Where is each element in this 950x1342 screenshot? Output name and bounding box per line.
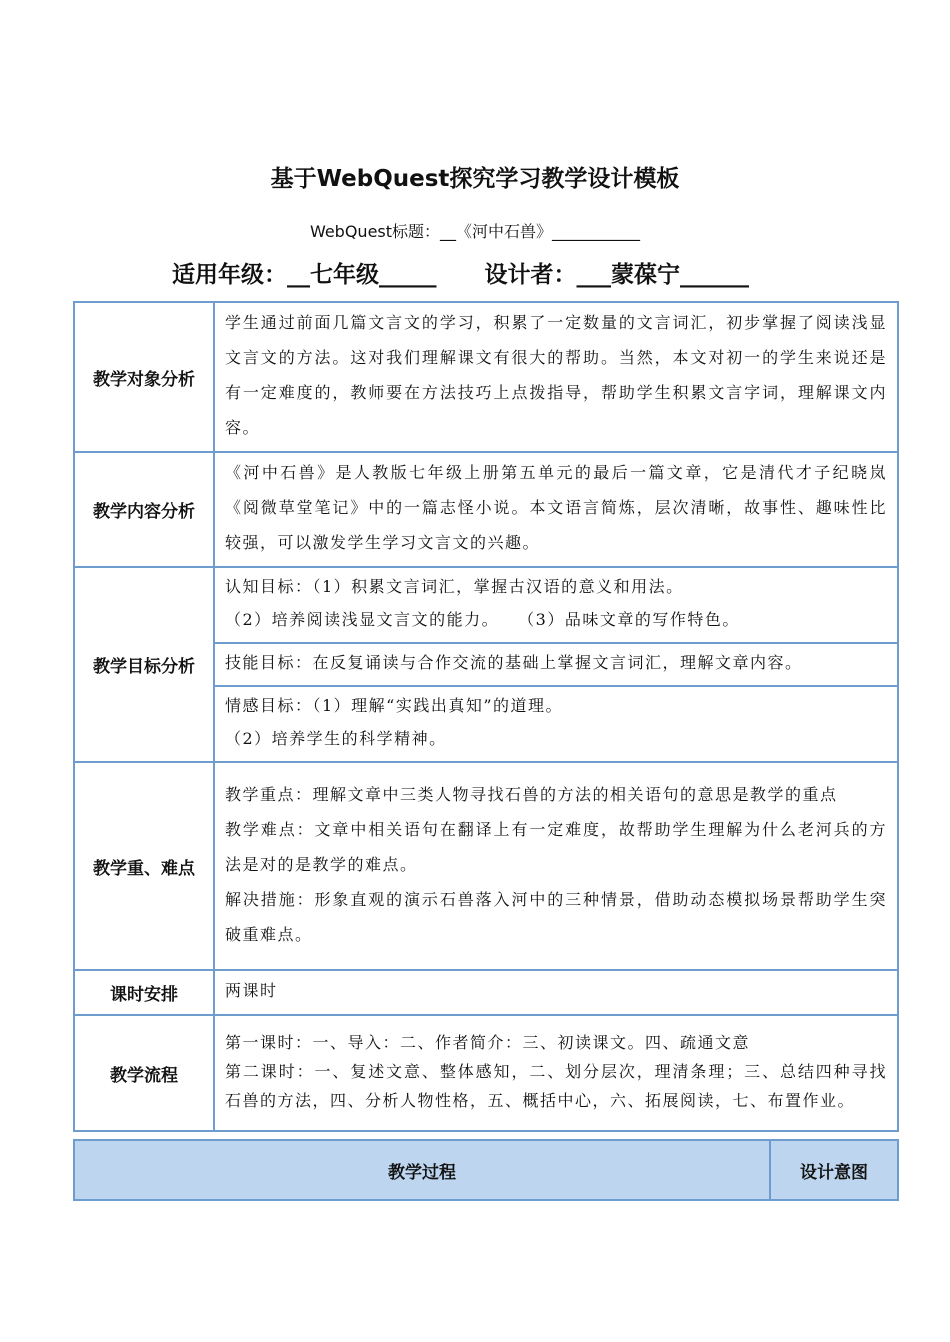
text-emotion-goal-1: 情感目标：（1）理解“实践出真知”的道理。 (225, 696, 564, 715)
process-table-header (73, 1139, 899, 1201)
row-schedule (74, 970, 898, 1015)
label-flow: 教学流程 (74, 1015, 214, 1131)
page-title: 基于WebQuest探究学习教学设计模板 (270, 166, 680, 192)
meta-line (172, 256, 892, 289)
row-goals-cognitive (74, 567, 898, 643)
label-content-analysis: 教学内容分析 (74, 452, 214, 567)
label-object-analysis: 教学对象分析 (74, 302, 214, 452)
row-content-analysis (74, 452, 898, 567)
grade-field: 适用年级：__七年级_____ (172, 262, 437, 288)
designer-field: 设计者：___蒙葆宁______ (484, 262, 749, 288)
text-object-analysis: 学生通过前面几篇文言文的学习，积累了一定数量的文言词汇，初步掌握了阅读浅显文言文的方法。这对我们理解课文有很大的帮助。当然，本文对初一的学生来说还是有一定难度的，教师要在方法技巧上点拨指导，帮助学生积累文言字词，理解课文内容。 (214, 302, 898, 452)
cell-goals-cognitive (214, 567, 898, 643)
text-key-solution: 解决措施：形象直观的演示石兽落入河中的三种情景，借助动态模拟场景帮助学生突破重难点。 (225, 889, 887, 944)
row-keypoints (74, 762, 898, 970)
design-table (73, 301, 899, 1132)
cell-goals-emotion (214, 686, 898, 762)
row-object-analysis (74, 302, 898, 452)
text-skill-goal: 技能目标：在反复诵读与合作交流的基础上掌握文言词汇，理解文章内容。 (214, 643, 898, 686)
process-header-row (74, 1140, 898, 1200)
label-goals-analysis: 教学目标分析 (74, 567, 214, 762)
text-cognitive-goal-2: （2）培养阅读浅显文言文的能力。 （3）品味文章的写作特色。 (225, 610, 740, 629)
label-schedule: 课时安排 (74, 970, 214, 1015)
label-keypoints: 教学重、难点 (74, 762, 214, 970)
text-schedule: 两课时 (214, 970, 898, 1015)
cell-flow (214, 1015, 898, 1131)
text-flow-lesson-2: 第二课时：一、复述文意、整体感知，二、划分层次，理清条理；三、总结四种寻找石兽的方法，四、分析人物性格，五、概括中心，六、拓展阅读，七、布置作业。 (225, 1061, 887, 1110)
row-flow (74, 1015, 898, 1131)
header-teaching-process: 教学过程 (74, 1140, 770, 1200)
text-flow-lesson-1: 第一课时：一、导入：二、作者简介：三、初读课文。四、疏通文意 (225, 1032, 751, 1052)
text-cognitive-goal-1: 认知目标：（1）积累文言词汇，掌握古汉语的意义和用法。 (225, 577, 684, 596)
webquest-title-line: WebQuest标题：__《河中石兽》___________ (309, 222, 641, 241)
text-key-difficulty: 教学难点：文章中相关语句在翻译上有一定难度，故帮助学生理解为什么老河兵的方法是对的是教学的难点。 (225, 819, 887, 874)
header-design-intent: 设计意图 (770, 1140, 898, 1200)
text-key-focus: 教学重点：理解文章中三类人物寻找石兽的方法的相关语句的意思是教学的重点 (225, 784, 838, 804)
text-emotion-goal-2: （2）培养学生的科学精神。 (225, 729, 447, 748)
text-content-analysis: 《河中石兽》是人教版七年级上册第五单元的最后一篇文章，它是清代才子纪晓岚《阅微草堂笔记》中的一篇志怪小说。本文语言简炼，层次清晰，故事性、趣味性比较强，可以激发学生学习文言文的兴趣。 (214, 452, 898, 567)
cell-keypoints (214, 762, 898, 970)
